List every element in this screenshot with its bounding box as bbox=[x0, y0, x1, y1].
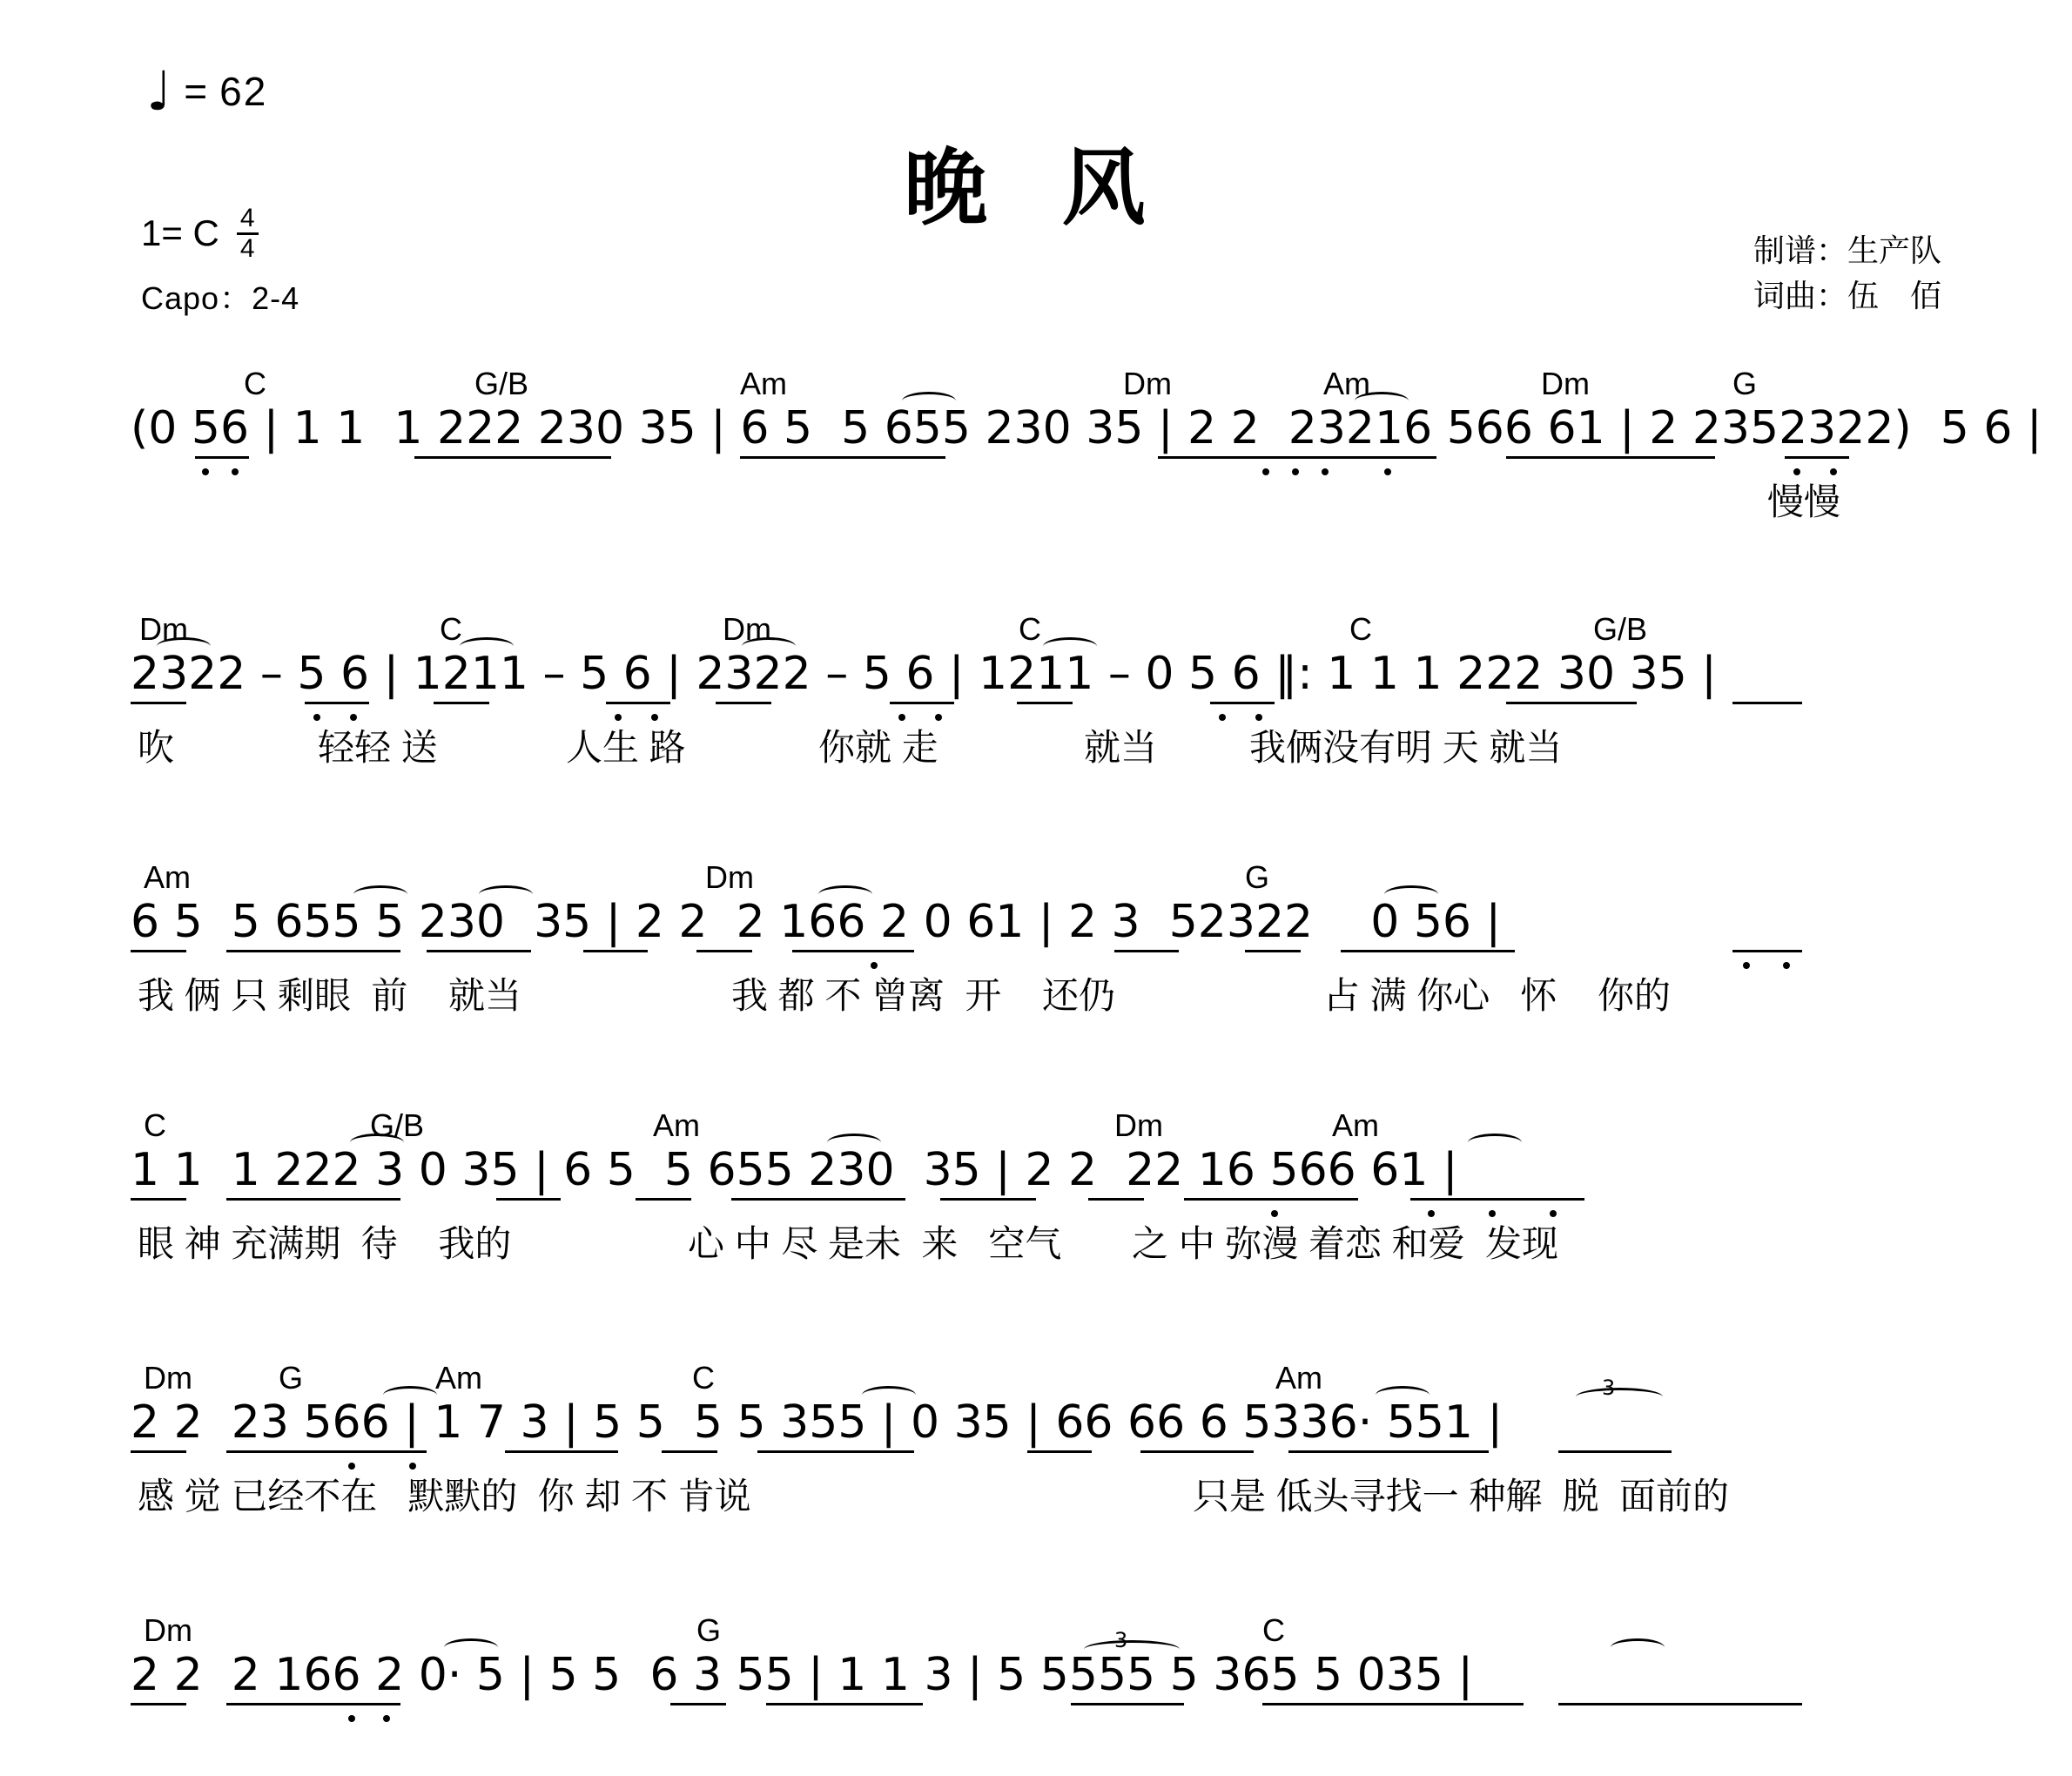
chord-symbol: G/B bbox=[1593, 611, 1648, 647]
chord-symbol: Am bbox=[435, 1360, 482, 1396]
time-signature-denominator: 4 bbox=[239, 233, 255, 263]
chord-symbol: Dm bbox=[144, 1360, 192, 1396]
tempo-equals: = bbox=[184, 69, 210, 114]
chord-symbol: Dm bbox=[139, 611, 188, 647]
lyric-text: 人生 路 bbox=[566, 727, 686, 768]
chord-symbol: C bbox=[244, 366, 266, 401]
notation-text: 2 2 2 166 2 0· 5 | 5 5 6 3 55 | 1 1 3 | 5 5555 5 365 5 035 | bbox=[131, 1649, 1473, 1701]
lyric-text: 占 满 你心 怀 你的 bbox=[1323, 975, 1672, 1016]
tempo-marking bbox=[146, 59, 268, 124]
lyric-text: 我俩没有明 天 就当 bbox=[1249, 727, 1563, 768]
lyric-row bbox=[131, 967, 1950, 1023]
chord-symbol: Dm bbox=[1541, 366, 1590, 401]
chord-row bbox=[131, 1611, 1950, 1649]
notation-row bbox=[131, 1144, 1950, 1215]
credit-arranger: 制谱：生产队 bbox=[1752, 232, 1941, 268]
lyric-text: 你就 走 bbox=[818, 727, 938, 768]
time-signature-numerator: 4 bbox=[237, 205, 259, 235]
lyric-text: 感 觉 已经不在 默默的 你 却 不 肯说 bbox=[138, 1476, 751, 1517]
credit-composer: 词曲：伍 佰 bbox=[1752, 278, 1941, 314]
lyric-text: 慢慢 bbox=[1767, 481, 1841, 522]
capo-label: Capo：2-4 bbox=[141, 280, 300, 316]
chord-symbol: Dm bbox=[1114, 1107, 1163, 1143]
chord-symbol: C bbox=[1262, 1612, 1285, 1648]
notation-row bbox=[131, 896, 1950, 967]
chord-symbol: C bbox=[692, 1360, 715, 1396]
lyric-row bbox=[131, 1468, 1950, 1524]
chord-symbol: G bbox=[696, 1612, 722, 1648]
music-system-6 bbox=[131, 1611, 1950, 1720]
chord-row bbox=[131, 364, 1950, 402]
lyric-text: 我 俩 只 剩眼 前 就当 bbox=[138, 975, 522, 1016]
lyric-text: 只是 低头寻找一 种解 脱 面前的 bbox=[1193, 1476, 1730, 1517]
chord-symbol: Am bbox=[653, 1107, 700, 1143]
chord-symbol: Am bbox=[1275, 1360, 1322, 1396]
tempo-value: 62 bbox=[219, 69, 268, 114]
triplet-marking: 3 bbox=[1602, 1376, 1616, 1400]
lyric-row bbox=[131, 719, 1950, 775]
chord-symbol: Am bbox=[1332, 1107, 1379, 1143]
chord-symbol: Dm bbox=[144, 1612, 192, 1648]
lyric-row bbox=[131, 1215, 1950, 1271]
chord-symbol: G/B bbox=[370, 1107, 425, 1143]
lyric-text: 眼 神 充满期 待 我的 bbox=[138, 1223, 512, 1264]
notation-row bbox=[131, 402, 2042, 474]
music-system-5 bbox=[131, 1358, 1950, 1524]
page-title: 晚 风 bbox=[904, 139, 1168, 237]
music-system-4 bbox=[131, 1106, 1950, 1271]
lyric-row bbox=[131, 474, 1950, 529]
chord-symbol: Dm bbox=[705, 859, 754, 895]
lyric-text: 就当 bbox=[1084, 727, 1158, 768]
notation-text: 1 1 1 222 3 0 35 | 6 5 5 655 230 35 | 2 2 22 16 566 61 | bbox=[131, 1144, 1458, 1196]
key-label: 1= C bbox=[141, 212, 219, 253]
chord-symbol: Am bbox=[144, 859, 191, 895]
notation-text: (0 56 | 1 1 1 222 230 35 | 6 5 5 655 230 35 | 2 2 23216 566 61 | 2 2352322) 5 6 | bbox=[131, 402, 2042, 454]
notation-text: 2 2 23 566 | 1 7 3 | 5 5 5 5 355 | 0 35 | 66 66 6 5336· 551 | bbox=[131, 1396, 1504, 1449]
notation-text: 6 5 5 655 5 230 35 | 2 2 2 166 2 0 61 | 2 3 52322 0 56 | bbox=[131, 896, 1502, 948]
chord-row bbox=[131, 609, 1950, 648]
lyric-text: 之 中 弥漫 着恋 和爱 发现 bbox=[1132, 1223, 1559, 1264]
chord-symbol: C bbox=[1019, 611, 1041, 647]
chord-symbol: C bbox=[144, 1107, 166, 1143]
music-system-2 bbox=[131, 609, 1950, 775]
notation-text: 2322 – 5 6 | 1211 – 5 6 | 2322 – 5 6 | 1211 – 0 5 6 ‖: 1 1 1 222 30 35 | bbox=[131, 648, 1717, 700]
chord-symbol: Am bbox=[740, 366, 787, 401]
lyric-text: 心 中 尽 是未 来 空气 bbox=[688, 1223, 1062, 1264]
chord-symbol: G bbox=[1245, 859, 1270, 895]
music-system-1 bbox=[131, 364, 2042, 529]
chord-symbol: Dm bbox=[723, 611, 771, 647]
notation-row bbox=[131, 648, 1950, 719]
chord-symbol: Am bbox=[1323, 366, 1370, 401]
lyric-text: 我 都 不 曾离 开 还仍 bbox=[731, 975, 1116, 1016]
chord-row bbox=[131, 1106, 1950, 1144]
music-system-3 bbox=[131, 858, 1950, 1023]
quarter-note-icon: ♩ bbox=[146, 59, 174, 124]
chord-symbol: G bbox=[279, 1360, 304, 1396]
lyric-text: 吹 bbox=[138, 727, 175, 768]
chord-symbol: Dm bbox=[1123, 366, 1172, 401]
chord-symbol: C bbox=[1349, 611, 1372, 647]
chord-symbol: C bbox=[440, 611, 462, 647]
chord-symbol: G bbox=[1732, 366, 1758, 401]
credits bbox=[1753, 228, 1941, 319]
lyric-text: 轻轻 送 bbox=[318, 727, 438, 768]
triplet-marking: 3 bbox=[1114, 1628, 1128, 1652]
chord-symbol: G/B bbox=[474, 366, 529, 401]
